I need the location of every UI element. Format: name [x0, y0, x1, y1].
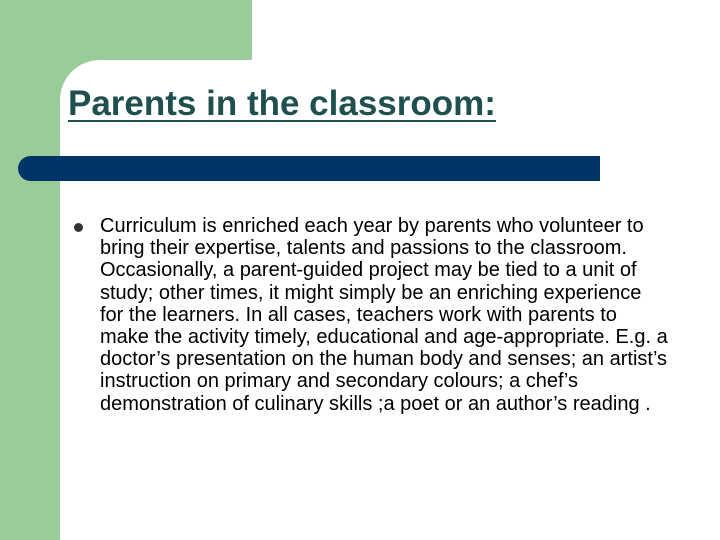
bullet-text: Curriculum is enriched each year by parents who volunteer to bring their expertise, talents and passions to the classroom. Occasionally, a parent-guided project may be tied to a unit of study; other times, it might simply be an enriching experience for the learners. In all cases, teachers work with parents to make the activity timely, educational and age-appropriate. E.g. a doctor’s presentation on the human body and senses; an artist’s instruction on primary and secondary colours; a chef’s demonstration of culinary skills ;a poet or an author’s reading .	[100, 215, 668, 415]
decorative-green-sidebar	[0, 0, 60, 540]
bullet-item	[70, 215, 670, 415]
title-divider-bar	[18, 156, 600, 181]
bullet-dot-icon	[74, 223, 83, 232]
slide-title: Parents in the classroom:	[68, 84, 496, 123]
